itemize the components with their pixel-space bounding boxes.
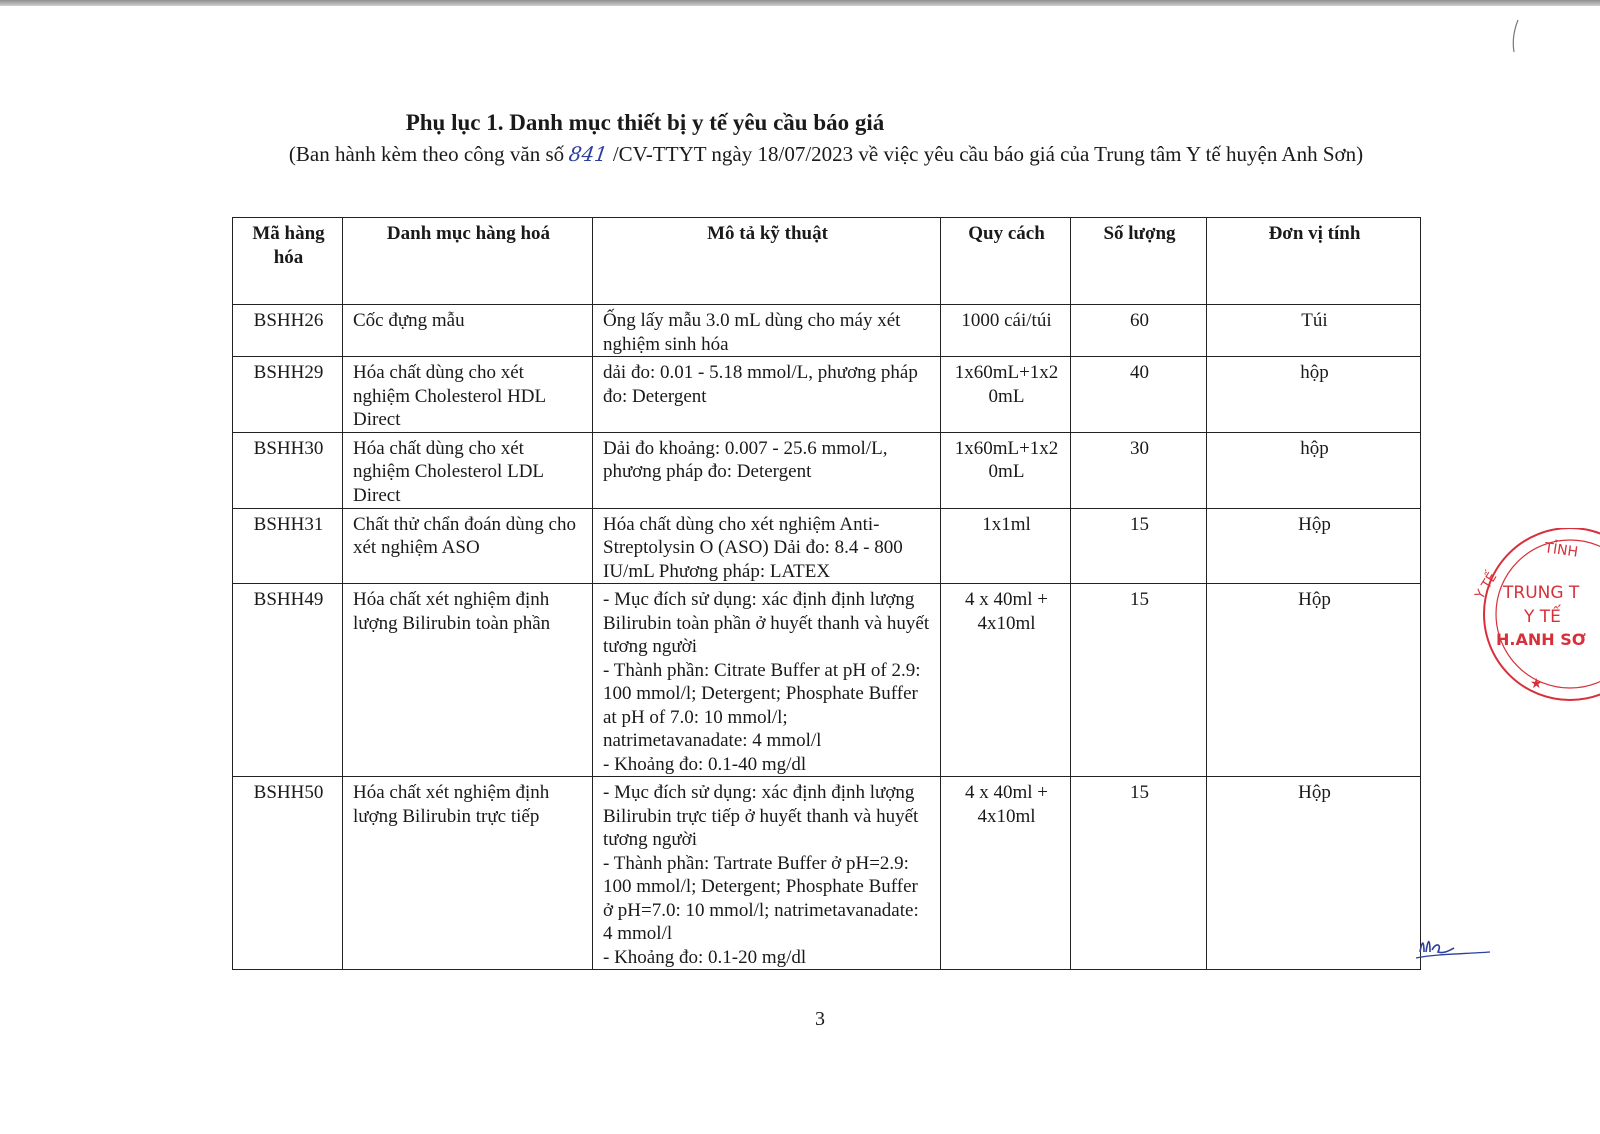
cell-packaging: 4 x 40ml + 4x10ml — [941, 584, 1071, 777]
cell-technical-description: dải đo: 0.01 - 5.18 mmol/L, phương pháp đo: Detergent — [593, 357, 941, 433]
cell-item-name: Hóa chất xét nghiệm định lượng Bilirubin trực tiếp — [343, 777, 593, 970]
table-row — [233, 357, 1421, 433]
cell-item-name: Cốc đựng mẫu — [343, 305, 593, 357]
subtitle-after: /CV-TTYT ngày 18/07/2023 về việc yêu cầu báo giá của Trung tâm Y tế huyện Anh Sơn) — [607, 142, 1364, 166]
cell-packaging: 1000 cái/túi — [941, 305, 1071, 357]
cell-packaging: 1x1ml — [941, 508, 1071, 584]
seal-text-line1: TRUNG T — [1503, 583, 1580, 603]
header-technical-description: Mô tả kỹ thuật — [593, 218, 941, 305]
cell-technical-description: - Mục đích sử dụng: xác định định lượng Bilirubin trực tiếp ở huyết thanh và huyết tương người - Thành phần: Tartrate Buffer ở pH=2.9: 100 mmol/l; Detergent; Phosphate Buffer ở pH=7.0: 10 mmol/l; natrimetavanadate: 4 mmol/l - Khoảng đo: 0.1-20 mg/dl — [593, 777, 941, 970]
handwritten-document-number: 841 — [567, 142, 610, 166]
cell-quantity: 15 — [1071, 777, 1207, 970]
header-quantity: Số lượng — [1071, 218, 1207, 305]
subtitle-before: (Ban hành kèm theo công văn số — [288, 142, 570, 166]
cell-quantity: 60 — [1071, 305, 1207, 357]
header-packaging: Quy cách — [941, 218, 1071, 305]
handwritten-initials — [1414, 932, 1494, 964]
cell-unit: hộp — [1207, 432, 1421, 508]
table-header-row — [233, 218, 1421, 305]
cell-packaging: 1x60mL+1x20mL — [941, 357, 1071, 433]
header-unit: Đơn vị tính — [1207, 218, 1421, 305]
cell-item-name: Hóa chất dùng cho xét nghiệm Cholesterol LDL Direct — [343, 432, 593, 508]
cell-item-name: Hóa chất dùng cho xét nghiệm Cholesterol HDL Direct — [343, 357, 593, 433]
cell-packaging: 1x60mL+1x20mL — [941, 432, 1071, 508]
cell-quantity: 15 — [1071, 584, 1207, 777]
cell-item-code: BSHH29 — [233, 357, 343, 433]
scan-edge — [0, 0, 1600, 6]
equipment-table — [232, 217, 1421, 970]
official-seal-stamp — [1460, 528, 1600, 703]
seal-ring-text-top: TỈNH — [1543, 540, 1580, 561]
table-row — [233, 508, 1421, 584]
seal-text-line2: Y TẾ — [1524, 607, 1561, 627]
cell-item-code: BSHH50 — [233, 777, 343, 970]
cell-technical-description: Dải đo khoảng: 0.007 - 25.6 mmol/L, phương pháp đo: Detergent — [593, 432, 941, 508]
table-row — [233, 777, 1421, 970]
corner-pen-mark — [1500, 16, 1530, 56]
cell-unit: Túi — [1207, 305, 1421, 357]
header-item-name: Danh mục hàng hoá — [343, 218, 593, 305]
cell-unit: hộp — [1207, 357, 1421, 433]
cell-quantity: 15 — [1071, 508, 1207, 584]
cell-item-code: BSHH49 — [233, 584, 343, 777]
cell-unit: Hộp — [1207, 584, 1421, 777]
cell-unit: Hộp — [1207, 777, 1421, 970]
cell-technical-description: - Mục đích sử dụng: xác định định lượng Bilirubin toàn phần ở huyết thanh và huyết tương người - Thành phần: Citrate Buffer at pH of 2.9: 100 mmol/l; Detergent; Phosphate Buffer at pH of 7.0: 10 mmol/l; natrimetavanadate: 4 mmol/l - Khoảng đo: 0.1-40 mg/dl — [593, 584, 941, 777]
cell-item-code: BSHH31 — [233, 508, 343, 584]
cell-unit: Hộp — [1207, 508, 1421, 584]
page-subtitle — [236, 140, 1416, 168]
page-number: 3 — [815, 1008, 825, 1030]
seal-star: ★ — [1530, 676, 1543, 692]
cell-item-name: Chất thử chẩn đoán dùng cho xét nghiệm ASO — [343, 508, 593, 584]
cell-item-name: Hóa chất xét nghiệm định lượng Bilirubin toàn phần — [343, 584, 593, 777]
cell-quantity: 40 — [1071, 357, 1207, 433]
header-item-code: Mã hàng hóa — [233, 218, 343, 305]
cell-packaging: 4 x 40ml + 4x10ml — [941, 777, 1071, 970]
cell-item-code: BSHH26 — [233, 305, 343, 357]
table-row — [233, 584, 1421, 777]
page-title: Phụ lục 1. Danh mục thiết bị y tế yêu cầu báo giá — [405, 110, 885, 135]
seal-ring-text-left: Y TẾ — [1472, 570, 1501, 603]
seal-text-line3: H.ANH SƠ — [1496, 630, 1586, 649]
cell-technical-description: Ống lấy mẫu 3.0 mL dùng cho máy xét nghiệm sinh hóa — [593, 305, 941, 357]
table-row — [233, 432, 1421, 508]
cell-quantity: 30 — [1071, 432, 1207, 508]
table-row — [233, 305, 1421, 357]
cell-item-code: BSHH30 — [233, 432, 343, 508]
cell-technical-description: Hóa chất dùng cho xét nghiệm Anti-Streptolysin O (ASO) Dải đo: 8.4 - 800 IU/mL Phương pháp: LATEX — [593, 508, 941, 584]
